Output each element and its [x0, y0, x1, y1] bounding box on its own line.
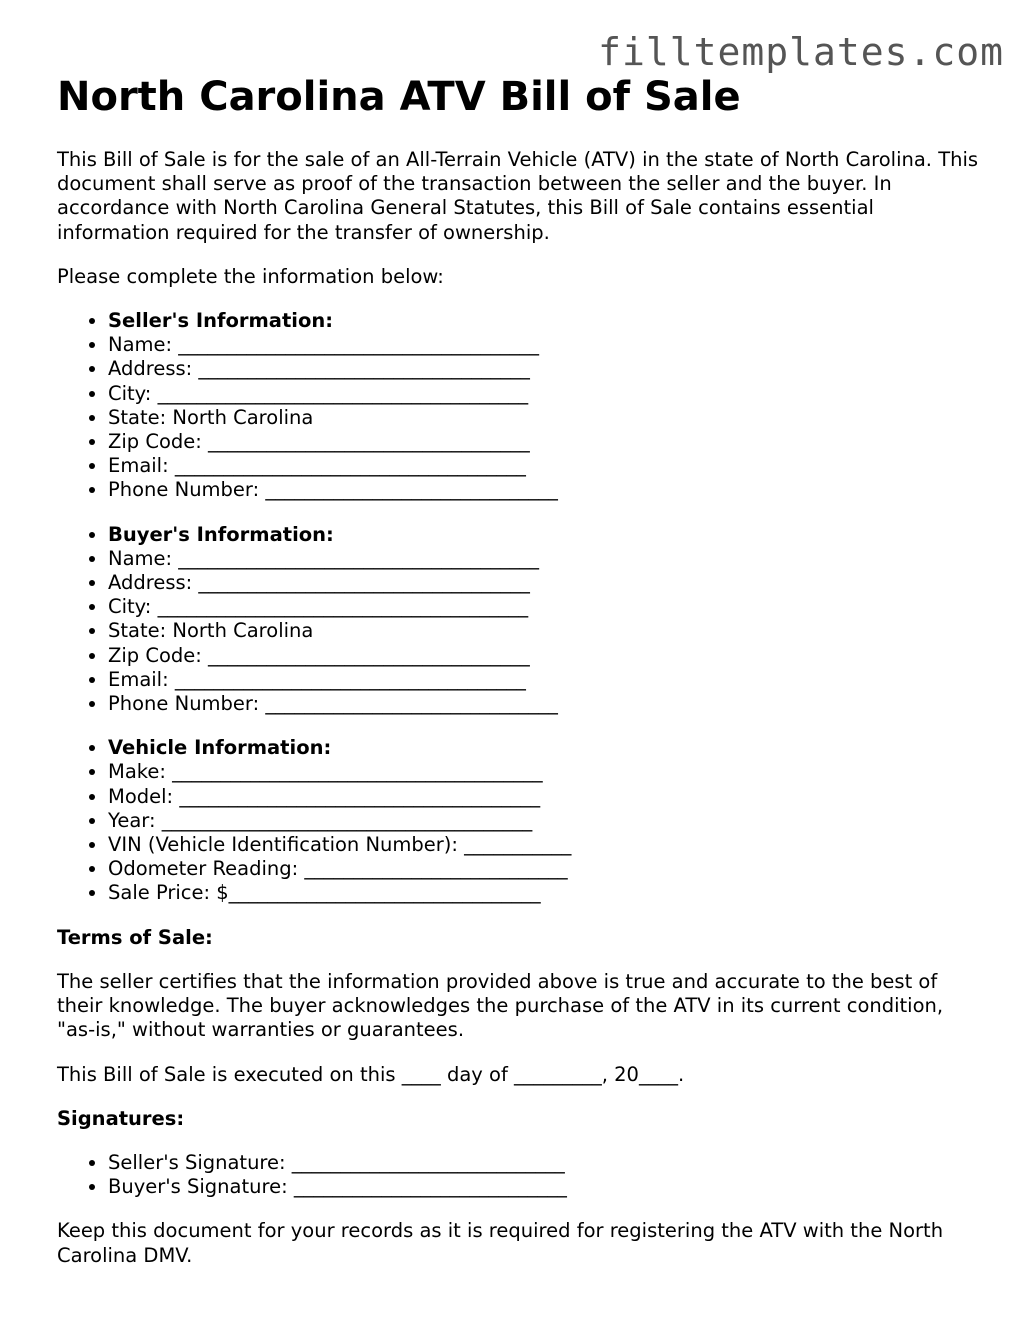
vehicle-model-field[interactable]: • Model: _____________________________________: [108, 785, 987, 809]
buyer-phone-field[interactable]: • Phone Number: ______________________________: [108, 692, 987, 716]
intro-paragraph: This Bill of Sale is for the sale of an All-Terrain Vehicle (ATV) in the state of North Carolina. This document shall serve as proof of the transaction between the seller and the buyer. In accordance with North Carolina General Statutes, this Bill of Sale contains essential information required for the transfer of ownership.: [57, 148, 979, 244]
buyer-zip-field[interactable]: • Zip Code: _________________________________: [108, 644, 987, 668]
buyer-signature-field[interactable]: • Buyer's Signature: ____________________________: [108, 1175, 987, 1199]
vehicle-information-list: [57, 736, 987, 905]
execution-date-line[interactable]: This Bill of Sale is executed on this ____ day of _________, 20____.: [57, 1062, 685, 1086]
terms-heading: Terms of Sale:: [57, 925, 213, 949]
signatures-list: [57, 1151, 987, 1199]
vehicle-make-field[interactable]: • Make: ______________________________________: [108, 760, 987, 784]
seller-city-field[interactable]: • City: ______________________________________: [108, 382, 987, 406]
seller-address-field[interactable]: • Address: __________________________________: [108, 357, 987, 381]
watermark-text: filltemplates.com: [598, 30, 1004, 74]
buyer-information-list: [57, 523, 987, 717]
buyer-city-field[interactable]: • City: ______________________________________: [108, 595, 987, 619]
buyer-information-heading: • Buyer's Information:: [108, 523, 987, 547]
instruction-text: Please complete the information below:: [57, 264, 444, 288]
seller-information-heading: • Seller's Information:: [108, 309, 987, 333]
seller-state-field: • State: North Carolina: [108, 406, 987, 430]
seller-name-field[interactable]: • Name: _____________________________________: [108, 333, 987, 357]
vehicle-vin-field[interactable]: • VIN (Vehicle Identification Number): ___________: [108, 833, 987, 857]
vehicle-information-heading: • Vehicle Information:: [108, 736, 987, 760]
vehicle-sale-price-field[interactable]: • Sale Price: $________________________________: [108, 881, 987, 905]
vehicle-year-field[interactable]: • Year: ______________________________________: [108, 809, 987, 833]
terms-paragraph: The seller certifies that the information provided above is true and accurate to the best of their knowledge. The buyer acknowledges the purchase of the ATV in its current condition, "as-is," without warranties or guarantees.: [57, 969, 944, 1042]
seller-email-field[interactable]: • Email: ____________________________________: [108, 454, 987, 478]
document-page: [57, 72, 987, 1268]
seller-phone-field[interactable]: • Phone Number: ______________________________: [108, 478, 987, 502]
document-title: North Carolina ATV Bill of Sale: [57, 74, 741, 120]
seller-signature-field[interactable]: • Seller's Signature: ____________________________: [108, 1151, 987, 1175]
signatures-heading: Signatures:: [57, 1106, 185, 1130]
seller-zip-field[interactable]: • Zip Code: _________________________________: [108, 430, 987, 454]
buyer-address-field[interactable]: • Address: __________________________________: [108, 571, 987, 595]
buyer-name-field[interactable]: • Name: _____________________________________: [108, 547, 987, 571]
vehicle-odometer-field[interactable]: • Odometer Reading: ___________________________: [108, 857, 987, 881]
footer-note: Keep this document for your records as it is required for registering the ATV with the North Carolina DMV.: [57, 1219, 944, 1267]
buyer-email-field[interactable]: • Email: ____________________________________: [108, 668, 987, 692]
buyer-state-field: • State: North Carolina: [108, 619, 987, 643]
seller-information-list: [57, 309, 987, 503]
